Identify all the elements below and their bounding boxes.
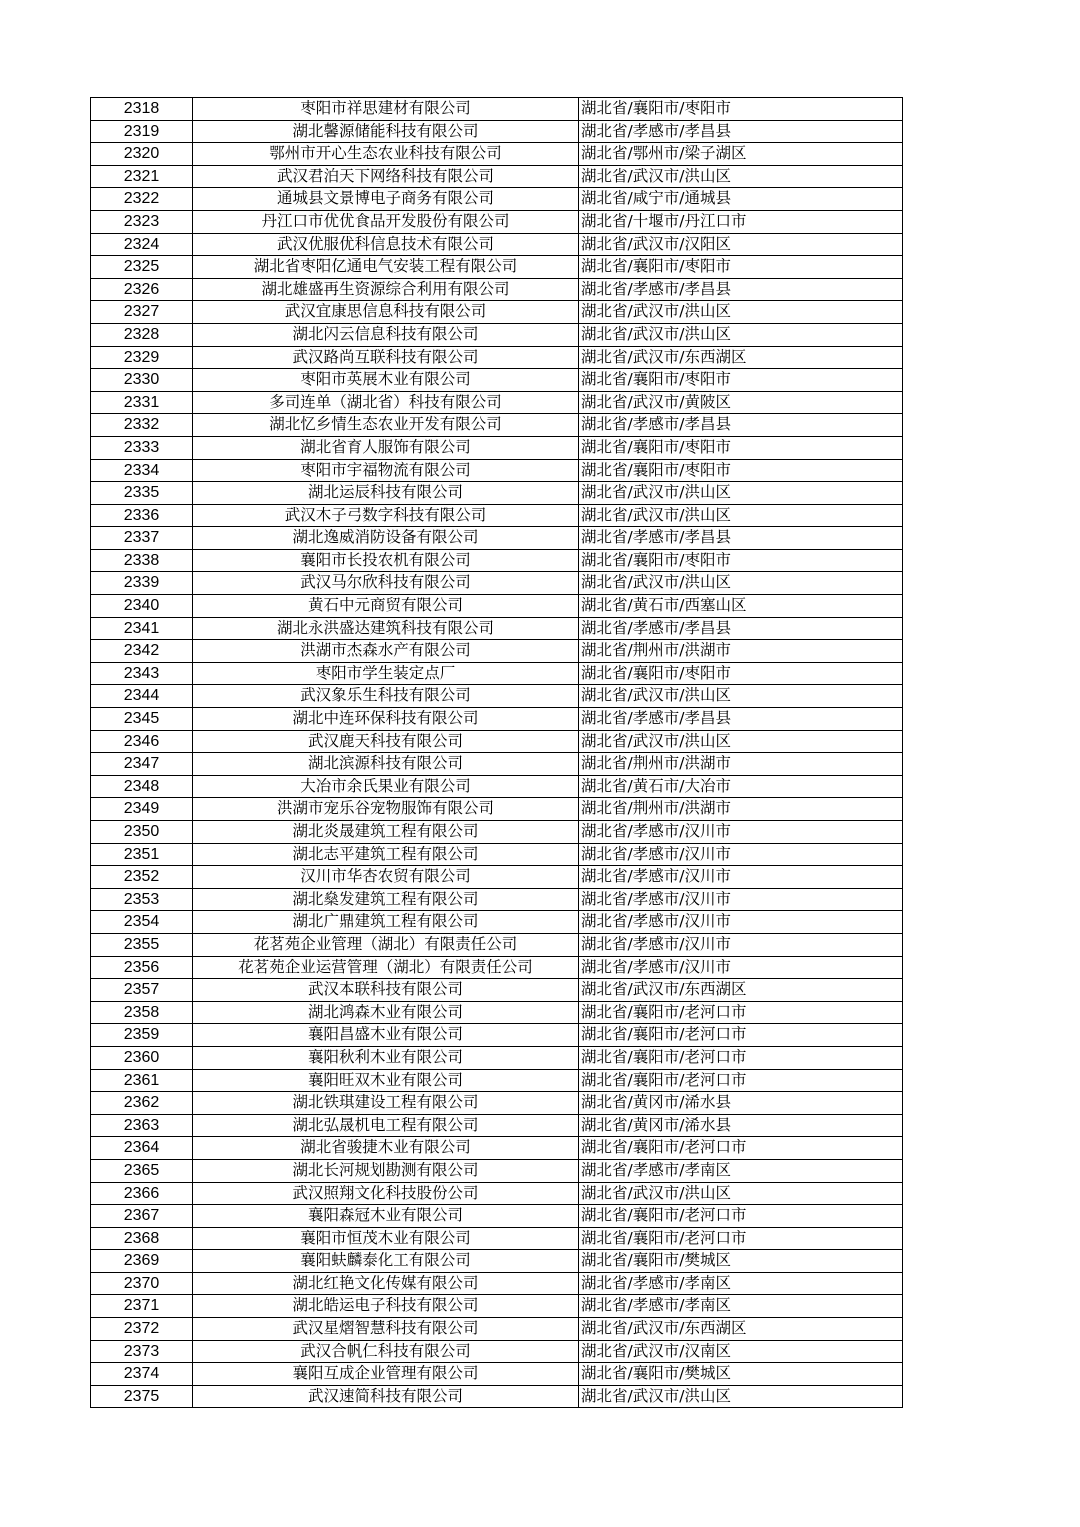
company-name-cell: 襄阳互成企业管理有限公司 bbox=[193, 1363, 579, 1386]
company-name-cell: 通城县文景博电子商务有限公司 bbox=[193, 188, 579, 211]
company-name-cell: 湖北铁琪建设工程有限公司 bbox=[193, 1092, 579, 1115]
table-row bbox=[91, 1363, 903, 1386]
region-cell: 湖北省/孝感市/孝南区 bbox=[579, 1272, 903, 1295]
region-cell: 湖北省/武汉市/东西湖区 bbox=[579, 979, 903, 1002]
region-cell: 湖北省/孝感市/孝南区 bbox=[579, 1295, 903, 1318]
row-number-cell: 2375 bbox=[91, 1385, 193, 1408]
company-name-cell: 襄阳市恒茂木业有限公司 bbox=[193, 1227, 579, 1250]
region-cell: 湖北省/襄阳市/老河口市 bbox=[579, 1069, 903, 1092]
company-name-cell: 襄阳森冠木业有限公司 bbox=[193, 1205, 579, 1228]
table-row bbox=[91, 572, 903, 595]
company-name-cell: 湖北逸威消防设备有限公司 bbox=[193, 527, 579, 550]
company-name-cell: 湖北长河规划勘测有限公司 bbox=[193, 1159, 579, 1182]
region-cell: 湖北省/襄阳市/老河口市 bbox=[579, 1137, 903, 1160]
region-cell: 湖北省/襄阳市/樊城区 bbox=[579, 1250, 903, 1273]
table-row bbox=[91, 278, 903, 301]
table-row bbox=[91, 640, 903, 663]
row-number-cell: 2352 bbox=[91, 866, 193, 889]
region-cell: 湖北省/黄冈市/浠水县 bbox=[579, 1114, 903, 1137]
table-row bbox=[91, 459, 903, 482]
region-cell: 湖北省/孝感市/汉川市 bbox=[579, 866, 903, 889]
region-cell: 湖北省/咸宁市/通城县 bbox=[579, 188, 903, 211]
region-cell: 湖北省/襄阳市/枣阳市 bbox=[579, 369, 903, 392]
row-number-cell: 2319 bbox=[91, 120, 193, 143]
company-name-cell: 丹江口市优优食品开发股份有限公司 bbox=[193, 210, 579, 233]
row-number-cell: 2348 bbox=[91, 775, 193, 798]
table-row bbox=[91, 323, 903, 346]
company-name-cell: 枣阳市学生装定点厂 bbox=[193, 662, 579, 685]
company-name-cell: 武汉照翔文化科技股份公司 bbox=[193, 1182, 579, 1205]
region-cell: 湖北省/武汉市/洪山区 bbox=[579, 685, 903, 708]
row-number-cell: 2349 bbox=[91, 798, 193, 821]
region-cell: 湖北省/孝感市/汉川市 bbox=[579, 956, 903, 979]
table-row bbox=[91, 391, 903, 414]
table-row bbox=[91, 482, 903, 505]
region-cell: 湖北省/襄阳市/老河口市 bbox=[579, 1024, 903, 1047]
table-row bbox=[91, 165, 903, 188]
table-row bbox=[91, 662, 903, 685]
row-number-cell: 2357 bbox=[91, 979, 193, 1002]
row-number-cell: 2341 bbox=[91, 617, 193, 640]
company-name-cell: 湖北省骏捷木业有限公司 bbox=[193, 1137, 579, 1160]
region-cell: 湖北省/武汉市/洪山区 bbox=[579, 482, 903, 505]
table-row bbox=[91, 1159, 903, 1182]
company-name-cell: 大冶市余氏果业有限公司 bbox=[193, 775, 579, 798]
table-row bbox=[91, 120, 903, 143]
table-body bbox=[91, 98, 903, 1408]
table-row bbox=[91, 346, 903, 369]
company-name-cell: 湖北志平建筑工程有限公司 bbox=[193, 843, 579, 866]
company-name-cell: 洪湖市杰森水产有限公司 bbox=[193, 640, 579, 663]
company-name-cell: 武汉本联科技有限公司 bbox=[193, 979, 579, 1002]
table-row bbox=[91, 1114, 903, 1137]
row-number-cell: 2367 bbox=[91, 1205, 193, 1228]
row-number-cell: 2355 bbox=[91, 933, 193, 956]
region-cell: 湖北省/黄冈市/浠水县 bbox=[579, 1092, 903, 1115]
row-number-cell: 2358 bbox=[91, 1001, 193, 1024]
region-cell: 湖北省/孝感市/孝昌县 bbox=[579, 527, 903, 550]
row-number-cell: 2339 bbox=[91, 572, 193, 595]
region-cell: 湖北省/荆州市/洪湖市 bbox=[579, 753, 903, 776]
region-cell: 湖北省/孝感市/孝昌县 bbox=[579, 414, 903, 437]
region-cell: 湖北省/孝感市/汉川市 bbox=[579, 843, 903, 866]
region-cell: 湖北省/襄阳市/樊城区 bbox=[579, 1363, 903, 1386]
row-number-cell: 2331 bbox=[91, 391, 193, 414]
company-name-cell: 湖北滨源科技有限公司 bbox=[193, 753, 579, 776]
company-name-cell: 武汉象乐生科技有限公司 bbox=[193, 685, 579, 708]
table-row bbox=[91, 549, 903, 572]
region-cell: 湖北省/荆州市/洪湖市 bbox=[579, 640, 903, 663]
region-cell: 湖北省/武汉市/洪山区 bbox=[579, 1182, 903, 1205]
table-row bbox=[91, 911, 903, 934]
company-name-cell: 武汉速简科技有限公司 bbox=[193, 1385, 579, 1408]
company-name-cell: 枣阳市宇福物流有限公司 bbox=[193, 459, 579, 482]
row-number-cell: 2329 bbox=[91, 346, 193, 369]
table-row bbox=[91, 595, 903, 618]
row-number-cell: 2369 bbox=[91, 1250, 193, 1273]
table-row bbox=[91, 1001, 903, 1024]
company-name-cell: 鄂州市开心生态农业科技有限公司 bbox=[193, 143, 579, 166]
company-list-table bbox=[90, 97, 903, 1408]
region-cell: 湖北省/襄阳市/枣阳市 bbox=[579, 549, 903, 572]
region-cell: 湖北省/襄阳市/枣阳市 bbox=[579, 459, 903, 482]
row-number-cell: 2344 bbox=[91, 685, 193, 708]
region-cell: 湖北省/武汉市/洪山区 bbox=[579, 165, 903, 188]
company-name-cell: 湖北红艳文化传媒有限公司 bbox=[193, 1272, 579, 1295]
company-name-cell: 襄阳市长投农机有限公司 bbox=[193, 549, 579, 572]
row-number-cell: 2356 bbox=[91, 956, 193, 979]
company-name-cell: 湖北忆乡情生态农业开发有限公司 bbox=[193, 414, 579, 437]
row-number-cell: 2337 bbox=[91, 527, 193, 550]
region-cell: 湖北省/孝感市/汉川市 bbox=[579, 911, 903, 934]
table-row bbox=[91, 730, 903, 753]
table-row bbox=[91, 933, 903, 956]
company-name-cell: 武汉星熠智慧科技有限公司 bbox=[193, 1318, 579, 1341]
company-name-cell: 花茗苑企业运营管理（湖北）有限责任公司 bbox=[193, 956, 579, 979]
company-name-cell: 枣阳市英展木业有限公司 bbox=[193, 369, 579, 392]
company-name-cell: 湖北广鼎建筑工程有限公司 bbox=[193, 911, 579, 934]
table-row bbox=[91, 685, 903, 708]
table-row bbox=[91, 821, 903, 844]
row-number-cell: 2353 bbox=[91, 888, 193, 911]
region-cell: 湖北省/孝感市/孝昌县 bbox=[579, 120, 903, 143]
row-number-cell: 2373 bbox=[91, 1340, 193, 1363]
row-number-cell: 2360 bbox=[91, 1046, 193, 1069]
region-cell: 湖北省/孝感市/孝南区 bbox=[579, 1159, 903, 1182]
row-number-cell: 2332 bbox=[91, 414, 193, 437]
row-number-cell: 2354 bbox=[91, 911, 193, 934]
row-number-cell: 2318 bbox=[91, 98, 193, 121]
row-number-cell: 2347 bbox=[91, 753, 193, 776]
table-row bbox=[91, 369, 903, 392]
region-cell: 湖北省/十堰市/丹江口市 bbox=[579, 210, 903, 233]
row-number-cell: 2335 bbox=[91, 482, 193, 505]
table-row bbox=[91, 979, 903, 1002]
company-name-cell: 武汉宜康思信息科技有限公司 bbox=[193, 301, 579, 324]
company-name-cell: 武汉优服优科信息技术有限公司 bbox=[193, 233, 579, 256]
company-name-cell: 襄阳昌盛木业有限公司 bbox=[193, 1024, 579, 1047]
row-number-cell: 2366 bbox=[91, 1182, 193, 1205]
table-row bbox=[91, 1227, 903, 1250]
region-cell: 湖北省/孝感市/孝昌县 bbox=[579, 708, 903, 731]
region-cell: 湖北省/武汉市/洪山区 bbox=[579, 572, 903, 595]
table-row bbox=[91, 1024, 903, 1047]
table-row bbox=[91, 1205, 903, 1228]
company-name-cell: 武汉君泊天下网络科技有限公司 bbox=[193, 165, 579, 188]
row-number-cell: 2325 bbox=[91, 256, 193, 279]
row-number-cell: 2336 bbox=[91, 504, 193, 527]
row-number-cell: 2328 bbox=[91, 323, 193, 346]
company-name-cell: 湖北皓运电子科技有限公司 bbox=[193, 1295, 579, 1318]
row-number-cell: 2363 bbox=[91, 1114, 193, 1137]
table-row bbox=[91, 504, 903, 527]
company-name-cell: 汉川市华杏农贸有限公司 bbox=[193, 866, 579, 889]
table-row bbox=[91, 1318, 903, 1341]
company-name-cell: 武汉合帆仁科技有限公司 bbox=[193, 1340, 579, 1363]
row-number-cell: 2371 bbox=[91, 1295, 193, 1318]
company-name-cell: 湖北中连环保科技有限公司 bbox=[193, 708, 579, 731]
region-cell: 湖北省/武汉市/汉阳区 bbox=[579, 233, 903, 256]
row-number-cell: 2364 bbox=[91, 1137, 193, 1160]
table-row bbox=[91, 98, 903, 121]
company-name-cell: 湖北运辰科技有限公司 bbox=[193, 482, 579, 505]
company-name-cell: 湖北省枣阳亿通电气安装工程有限公司 bbox=[193, 256, 579, 279]
company-name-cell: 花茗苑企业管理（湖北）有限责任公司 bbox=[193, 933, 579, 956]
region-cell: 湖北省/襄阳市/老河口市 bbox=[579, 1001, 903, 1024]
row-number-cell: 2340 bbox=[91, 595, 193, 618]
company-name-cell: 湖北闪云信息科技有限公司 bbox=[193, 323, 579, 346]
row-number-cell: 2374 bbox=[91, 1363, 193, 1386]
region-cell: 湖北省/鄂州市/梁子湖区 bbox=[579, 143, 903, 166]
table-row bbox=[91, 1046, 903, 1069]
table-row bbox=[91, 1137, 903, 1160]
region-cell: 湖北省/武汉市/洪山区 bbox=[579, 504, 903, 527]
row-number-cell: 2345 bbox=[91, 708, 193, 731]
region-cell: 湖北省/武汉市/东西湖区 bbox=[579, 346, 903, 369]
region-cell: 湖北省/武汉市/洪山区 bbox=[579, 730, 903, 753]
table-row bbox=[91, 708, 903, 731]
table-row bbox=[91, 1340, 903, 1363]
table-row bbox=[91, 888, 903, 911]
region-cell: 湖北省/武汉市/洪山区 bbox=[579, 1385, 903, 1408]
company-name-cell: 多司连单（湖北省）科技有限公司 bbox=[193, 391, 579, 414]
company-name-cell: 湖北炎晟建筑工程有限公司 bbox=[193, 821, 579, 844]
company-name-cell: 湖北鸿森木业有限公司 bbox=[193, 1001, 579, 1024]
region-cell: 湖北省/襄阳市/枣阳市 bbox=[579, 662, 903, 685]
company-name-cell: 武汉鹿天科技有限公司 bbox=[193, 730, 579, 753]
row-number-cell: 2370 bbox=[91, 1272, 193, 1295]
region-cell: 湖北省/襄阳市/老河口市 bbox=[579, 1227, 903, 1250]
region-cell: 湖北省/孝感市/汉川市 bbox=[579, 821, 903, 844]
company-name-cell: 湖北燊发建筑工程有限公司 bbox=[193, 888, 579, 911]
company-name-cell: 湖北馨源储能科技有限公司 bbox=[193, 120, 579, 143]
table-row bbox=[91, 956, 903, 979]
company-name-cell: 洪湖市宠乐谷宠物服饰有限公司 bbox=[193, 798, 579, 821]
row-number-cell: 2361 bbox=[91, 1069, 193, 1092]
table-row bbox=[91, 775, 903, 798]
row-number-cell: 2362 bbox=[91, 1092, 193, 1115]
company-name-cell: 襄阳旺双木业有限公司 bbox=[193, 1069, 579, 1092]
table-row bbox=[91, 1250, 903, 1273]
company-name-cell: 枣阳市祥思建材有限公司 bbox=[193, 98, 579, 121]
row-number-cell: 2368 bbox=[91, 1227, 193, 1250]
region-cell: 湖北省/武汉市/洪山区 bbox=[579, 301, 903, 324]
company-name-cell: 武汉路尚互联科技有限公司 bbox=[193, 346, 579, 369]
row-number-cell: 2333 bbox=[91, 436, 193, 459]
row-number-cell: 2326 bbox=[91, 278, 193, 301]
table-row bbox=[91, 527, 903, 550]
region-cell: 湖北省/荆州市/洪湖市 bbox=[579, 798, 903, 821]
region-cell: 湖北省/襄阳市/枣阳市 bbox=[579, 98, 903, 121]
table-row bbox=[91, 256, 903, 279]
table-row bbox=[91, 866, 903, 889]
company-name-cell: 湖北永洪盛达建筑科技有限公司 bbox=[193, 617, 579, 640]
row-number-cell: 2330 bbox=[91, 369, 193, 392]
company-name-cell: 武汉马尔欣科技有限公司 bbox=[193, 572, 579, 595]
region-cell: 湖北省/襄阳市/枣阳市 bbox=[579, 256, 903, 279]
region-cell: 湖北省/襄阳市/枣阳市 bbox=[579, 436, 903, 459]
table-row bbox=[91, 753, 903, 776]
row-number-cell: 2334 bbox=[91, 459, 193, 482]
table-row bbox=[91, 617, 903, 640]
table-row bbox=[91, 1295, 903, 1318]
table-row bbox=[91, 233, 903, 256]
table-row bbox=[91, 798, 903, 821]
region-cell: 湖北省/襄阳市/老河口市 bbox=[579, 1046, 903, 1069]
company-name-cell: 襄阳秋利木业有限公司 bbox=[193, 1046, 579, 1069]
company-name-cell: 湖北省育人服饰有限公司 bbox=[193, 436, 579, 459]
table-row bbox=[91, 414, 903, 437]
row-number-cell: 2327 bbox=[91, 301, 193, 324]
company-name-cell: 襄阳蚨麟泰化工有限公司 bbox=[193, 1250, 579, 1273]
table-row bbox=[91, 1385, 903, 1408]
table-row bbox=[91, 143, 903, 166]
row-number-cell: 2320 bbox=[91, 143, 193, 166]
region-cell: 湖北省/黄石市/大冶市 bbox=[579, 775, 903, 798]
row-number-cell: 2359 bbox=[91, 1024, 193, 1047]
region-cell: 湖北省/孝感市/汉川市 bbox=[579, 888, 903, 911]
region-cell: 湖北省/襄阳市/老河口市 bbox=[579, 1205, 903, 1228]
table-row bbox=[91, 843, 903, 866]
row-number-cell: 2342 bbox=[91, 640, 193, 663]
row-number-cell: 2321 bbox=[91, 165, 193, 188]
row-number-cell: 2351 bbox=[91, 843, 193, 866]
row-number-cell: 2343 bbox=[91, 662, 193, 685]
table-row bbox=[91, 1182, 903, 1205]
row-number-cell: 2346 bbox=[91, 730, 193, 753]
table-row bbox=[91, 188, 903, 211]
table-row bbox=[91, 1092, 903, 1115]
row-number-cell: 2324 bbox=[91, 233, 193, 256]
row-number-cell: 2323 bbox=[91, 210, 193, 233]
company-name-cell: 黄石中元商贸有限公司 bbox=[193, 595, 579, 618]
region-cell: 湖北省/武汉市/黄陂区 bbox=[579, 391, 903, 414]
row-number-cell: 2372 bbox=[91, 1318, 193, 1341]
company-name-cell: 湖北雄盛再生资源综合利用有限公司 bbox=[193, 278, 579, 301]
region-cell: 湖北省/武汉市/汉南区 bbox=[579, 1340, 903, 1363]
company-name-cell: 湖北弘晟机电工程有限公司 bbox=[193, 1114, 579, 1137]
table-row bbox=[91, 210, 903, 233]
region-cell: 湖北省/黄石市/西塞山区 bbox=[579, 595, 903, 618]
row-number-cell: 2350 bbox=[91, 821, 193, 844]
row-number-cell: 2338 bbox=[91, 549, 193, 572]
table-row bbox=[91, 1069, 903, 1092]
row-number-cell: 2322 bbox=[91, 188, 193, 211]
table-row bbox=[91, 301, 903, 324]
region-cell: 湖北省/孝感市/汉川市 bbox=[579, 933, 903, 956]
table-row bbox=[91, 436, 903, 459]
region-cell: 湖北省/武汉市/东西湖区 bbox=[579, 1318, 903, 1341]
table-row bbox=[91, 1272, 903, 1295]
row-number-cell: 2365 bbox=[91, 1159, 193, 1182]
region-cell: 湖北省/武汉市/洪山区 bbox=[579, 323, 903, 346]
company-name-cell: 武汉木子弓数字科技有限公司 bbox=[193, 504, 579, 527]
region-cell: 湖北省/孝感市/孝昌县 bbox=[579, 617, 903, 640]
region-cell: 湖北省/孝感市/孝昌县 bbox=[579, 278, 903, 301]
